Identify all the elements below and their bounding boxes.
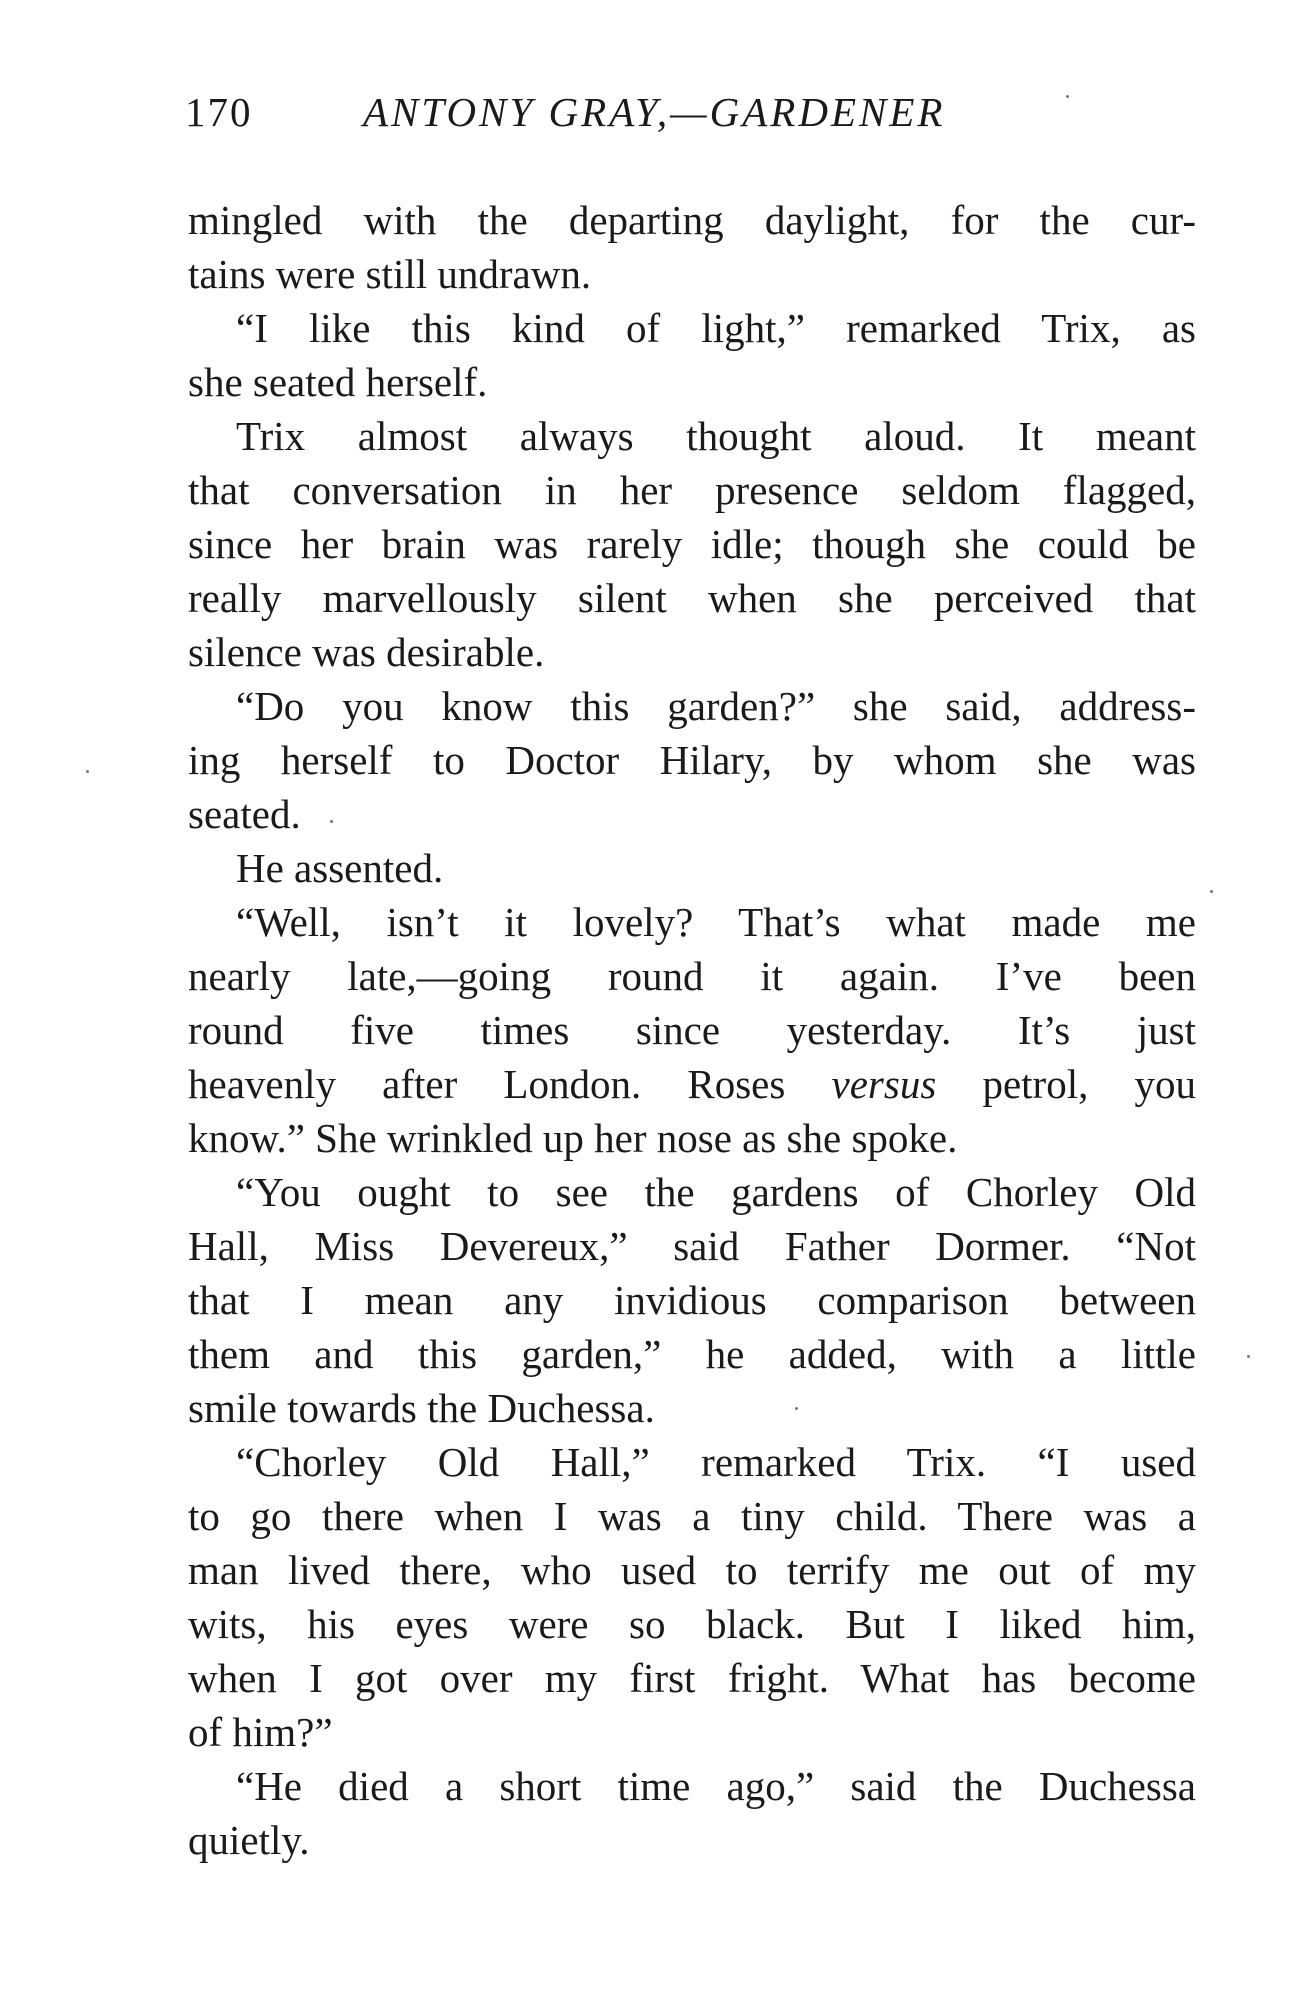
italic-word: versus <box>831 1061 937 1107</box>
text-line: tains were still undrawn. <box>188 251 592 297</box>
text-line: when I got over my first fright. What has become <box>188 1655 1196 1701</box>
text-line: ing herself to Doctor Hilary, by whom she was <box>188 737 1196 783</box>
text-line: that I mean any invidious comparison between <box>188 1277 1196 1323</box>
page-number: 170 <box>185 89 253 135</box>
text-line: Trix almost always thought aloud. It meant <box>236 413 1196 459</box>
text-line: of him?” <box>188 1709 333 1755</box>
text-line: He assented. <box>236 845 444 891</box>
body-text <box>188 193 1196 1867</box>
text-line: to go there when I was a tiny child. There was a <box>188 1493 1196 1539</box>
text-line: Hall, Miss Devereux,” said Father Dormer. “Not <box>188 1223 1196 1269</box>
text-line: seated. <box>188 791 301 837</box>
text-line: man lived there, who used to terrify me out of my <box>188 1547 1196 1593</box>
running-head: ANTONY GRAY,—GARDENER <box>363 89 946 135</box>
text-line: really marvellously silent when she perceived that <box>188 575 1196 621</box>
text-line: “Chorley Old Hall,” remarked Trix. “I used <box>236 1439 1196 1485</box>
text-line: “Well, isn’t it lovely? That’s what made me <box>236 899 1196 945</box>
text-segment: heavenly after London. Roses <box>188 1061 786 1107</box>
speck <box>330 820 333 823</box>
text-line: that conversation in her presence seldom flagged, <box>188 467 1196 513</box>
speck <box>795 1407 798 1410</box>
text-line-mixed <box>188 1057 1196 1111</box>
page-header <box>185 88 1200 148</box>
text-line: know.” She wrinkled up her nose as she spoke. <box>188 1115 958 1161</box>
text-line: “Do you know this garden?” she said, address- <box>236 683 1196 729</box>
text-line: silence was desirable. <box>188 629 545 675</box>
speck <box>86 770 89 773</box>
speck <box>1210 890 1213 893</box>
text-line: nearly late,—going round it again. I’ve been <box>188 953 1196 999</box>
text-line: she seated herself. <box>188 359 488 405</box>
text-line: “You ought to see the gardens of Chorley Old <box>236 1169 1196 1215</box>
text-line: quietly. <box>188 1817 310 1863</box>
text-line: “He died a short time ago,” said the Duchessa <box>236 1763 1196 1809</box>
text-line: mingled with the departing daylight, for the cur- <box>188 197 1196 243</box>
text-line: round five times since yesterday. It’s just <box>188 1007 1196 1053</box>
text-line: since her brain was rarely idle; though she could be <box>188 521 1196 567</box>
speck <box>1247 1355 1250 1358</box>
speck <box>1066 95 1069 98</box>
text-segment: petrol, you <box>982 1061 1197 1107</box>
text-line: them and this garden,” he added, with a little <box>188 1331 1196 1377</box>
text-line: smile towards the Duchessa. <box>188 1385 655 1431</box>
text-line: wits, his eyes were so black. But I liked him, <box>188 1601 1196 1647</box>
text-line: “I like this kind of light,” remarked Trix, as <box>236 305 1196 351</box>
